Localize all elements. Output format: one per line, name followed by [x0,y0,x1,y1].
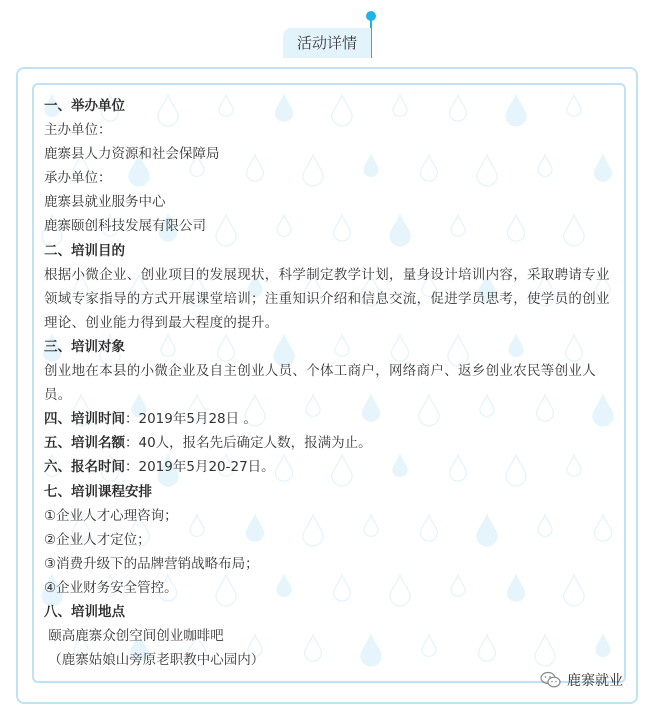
section-1-line: 主办单位： [44,122,112,139]
section-1-line: 鹿寨县就业服务中心 [44,194,166,211]
section-4-heading: 四、培训时间 [44,411,125,428]
section-5-row [44,431,616,455]
section-3-paragraph: 创业地在本县的小微企业及自主创业人员、个体工商户，网络商户、返乡创业农民等创业人员。 [44,363,596,404]
course-item: ④企业财务安全管控。 [44,579,178,596]
section-5-heading: 五、培训名额 [44,435,125,452]
section-1-line: 鹿寨县人力资源和社会保障局 [44,146,220,163]
watermark-text: 鹿寨就业 [567,673,623,689]
section-1-line: 鹿寨颐创科技发展有限公司 [44,218,206,235]
content-panel [32,83,626,683]
section-7-heading: 七、培训课程安排 [44,483,152,500]
course-item: ③消费升级下的品牌营销战略布局； [44,555,259,572]
course-item: ①企业人才心理咨询； [44,507,178,524]
section-4-value: ：2019年5月28日 。 [125,411,257,428]
location-line: 颐高鹿寨众创空间创业咖啡吧 [44,628,224,645]
section-3-heading: 三、培训对象 [44,338,125,355]
watermark [540,669,623,691]
section-4-row [44,407,616,431]
section-6-value: ：2019年5月20-27日。 [125,459,275,476]
section-title-tab [283,28,371,58]
section-5-value: ：40人，报名先后确定人数，报满为止。 [125,435,372,452]
section-1-line: 承办单位： [44,170,112,187]
section-1-heading: 一、举办单位 [44,98,125,114]
section-6-heading: 六、报名时间 [44,459,125,476]
section-8-heading: 八、培训地点 [44,603,125,620]
section-2-heading: 二、培训目的 [44,242,125,259]
course-item: ②企业人才定位； [44,531,151,548]
content-body [44,94,616,672]
section-2-paragraph: 根据小微企业、创业项目的发展现状，科学制定教学计划，量身设计培训内容，采取聘请专业领域专家指导的方式开展课堂培训；注重知识介绍和信息交流，促进学员思考，使学员的创业理论、创业能力得到最大程度的提升。 [44,266,610,331]
section-title: 活动详情 [296,34,357,52]
wechat-icon [540,671,562,689]
section-6-row [44,455,616,479]
location-line: （鹿寨姑娘山旁原老职教中心园内） [44,652,265,669]
